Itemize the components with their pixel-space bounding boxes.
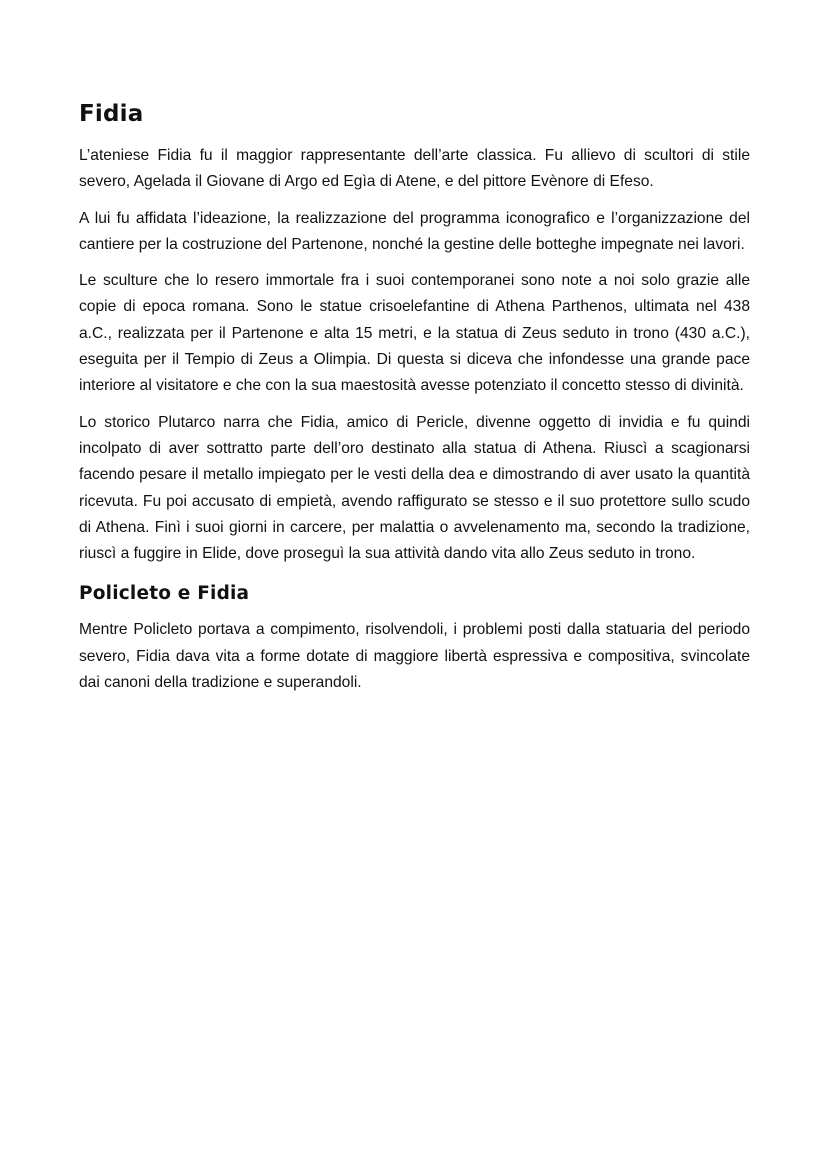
document-page (79, 98, 750, 706)
section-heading: Policleto e Fidia (79, 583, 250, 605)
paragraph-intro: L’ateniese Fidia fu il maggior rappresentante dell’arte classica. Fu allievo di scultori di stile severo, Agelada il Giovane di Argo ed Egìa di Atene, e del pittore Evènore di Efeso. (79, 147, 750, 191)
page-title: Fidia (79, 101, 144, 127)
paragraph-plutarch: Lo storico Plutarco narra che Fidia, amico di Pericle, divenne oggetto di invidia e fu quindi incolpato di aver sottratto parte dell’oro destinato alla statua di Athena. Riuscì a scagionarsi facendo pesare il metallo impiegato per le vesti della dea e dimostrando di aver usato la quantità ricevuta. Fu poi accusato di empietà, avendo raffigurato se stesso e il suo protettore sullo scudo di Athena. Finì i suoi giorni in carcere, per malattia o avvelenamento ma, secondo la tradizione, riuscì a fuggire in Elide, dove proseguì la sua attività dando vita allo Zeus seduto in trono. (79, 413, 750, 563)
paragraph-parthenon: A lui fu affidata l’ideazione, la realizzazione del programma iconografico e l’organizzazione del cantiere per la costruzione del Partenone, nonché la gestine delle botteghe impegnate nei lavori. (79, 209, 750, 253)
paragraph-sculptures: Le sculture che lo resero immortale fra i suoi contemporanei sono note a noi solo grazie alle copie di epoca romana. Sono le statue crisoelefantine di Athena Parthenos, ultimata nel 438 a.C., realizzata per il Partenone e alta 15 metri, e la statua di Zeus seduto in trono (430 a.C.), eseguita per il Tempio di Zeus a Olimpia. Di questa si diceva che infondesse una grande pace interiore al visitatore e che con la sua maestosità avesse potenziato il concetto stesso di divinità. (79, 272, 750, 395)
paragraph-policleto: Mentre Policleto portava a compimento, risolvendoli, i problemi posti dalla statuaria del periodo severo, Fidia dava vita a forme dotate di maggiore libertà espressiva e compositiva, svincolate dai canoni della tradizione e superandoli. (79, 621, 750, 692)
